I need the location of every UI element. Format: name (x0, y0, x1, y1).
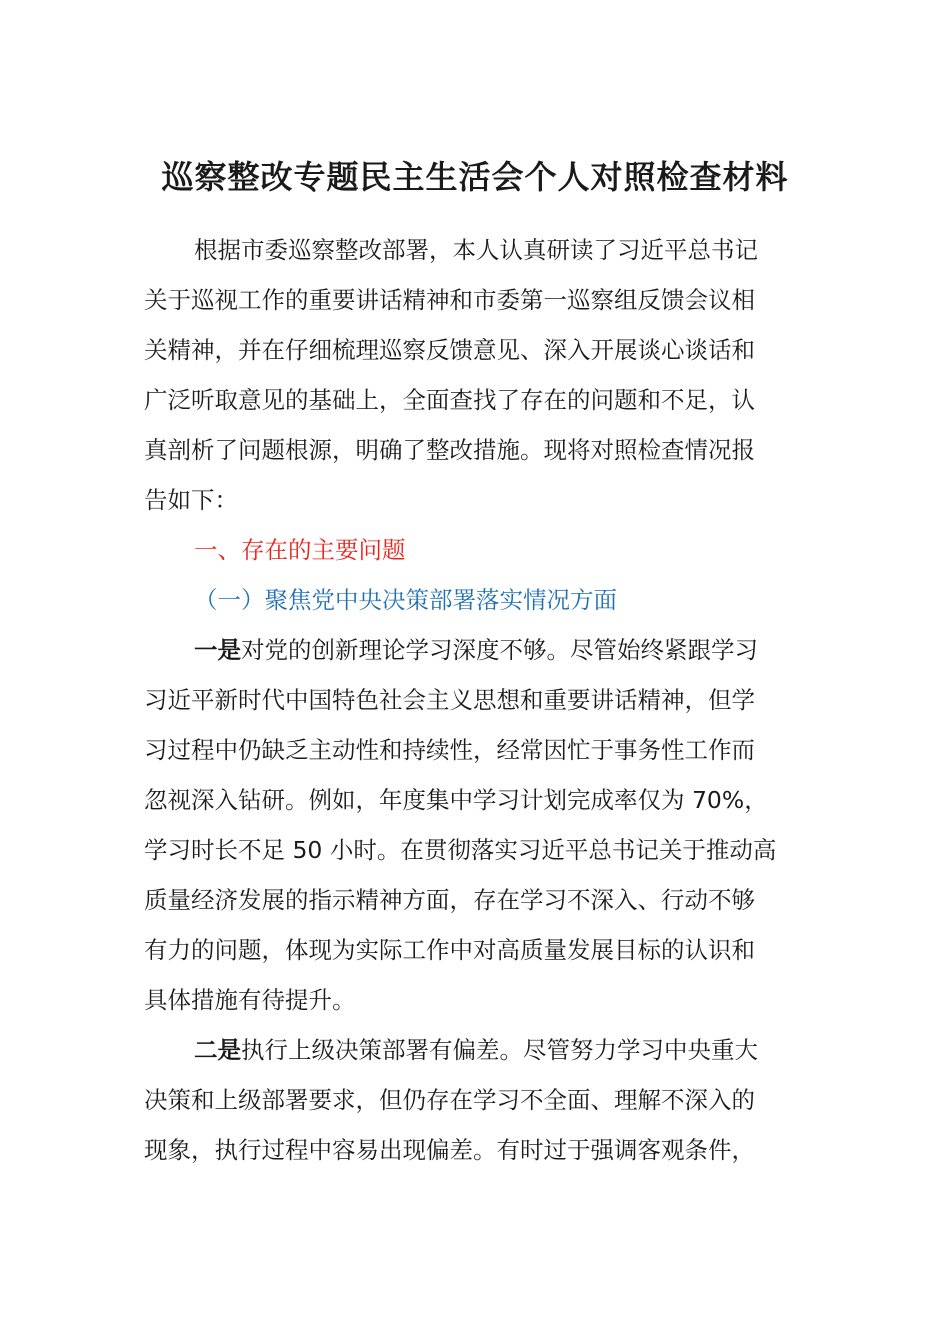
subsection-heading: （一）聚焦党中央决策部署落实情况方面 (194, 586, 617, 614)
section-heading: 一、存在的主要问题 (194, 536, 406, 564)
intro-line: 广泛听取意见的基础上，全面查找了存在的问题和不足，认 (144, 386, 755, 414)
point-one-line: 质量经济发展的指示精神方面，存在学习不深入、行动不够 (144, 886, 755, 914)
point-one-text: 对党的创新理论学习深度不够。尽管始终紧跟学习 (241, 636, 758, 664)
point-one-line: 忽视深入钻研。例如，年度集中学习计划完成率仅为 70%， (144, 786, 768, 814)
intro-line: 关于巡视工作的重要讲话精神和市委第一巡察组反馈会议相 (144, 286, 755, 314)
point-one-line: 具体措施有待提升。 (144, 986, 356, 1014)
point-one-line: 有力的问题，体现为实际工作中对高质量发展目标的认识和 (144, 936, 755, 964)
point-one-line: 习过程中仍缺乏主动性和持续性，经常因忙于事务性工作而 (144, 736, 755, 764)
point-two-line: 现象，执行过程中容易出现偏差。有时过于强调客观条件， (144, 1136, 755, 1164)
point-two-text: 执行上级决策部署有偏差。尽管努力学习中央重大 (241, 1036, 758, 1064)
intro-line: 关精神，并在仔细梳理巡察反馈意见、深入开展谈心谈话和 (144, 336, 755, 364)
point-one-line: 学习时长不足 50 小时。在贯彻落实习近平总书记关于推动高 (144, 836, 777, 864)
point-two-lead: 二是 (194, 1036, 241, 1064)
point-two-line: 决策和上级部署要求，但仍存在学习不全面、理解不深入的 (144, 1086, 755, 1114)
point-one-lead: 一是 (194, 636, 241, 664)
point-two-first-line (194, 1025, 758, 1075)
document-title: 巡察整改专题民主生活会个人对照检查材料 (161, 158, 789, 196)
intro-line: 告如下： (144, 486, 238, 514)
intro-line: 根据市委巡察整改部署，本人认真研读了习近平总书记 (194, 236, 758, 264)
intro-line: 真剖析了问题根源，明确了整改措施。现将对照检查情况报 (144, 436, 755, 464)
point-one-line: 习近平新时代中国特色社会主义思想和重要讲话精神，但学 (144, 686, 755, 714)
point-one-first-line (194, 625, 758, 675)
